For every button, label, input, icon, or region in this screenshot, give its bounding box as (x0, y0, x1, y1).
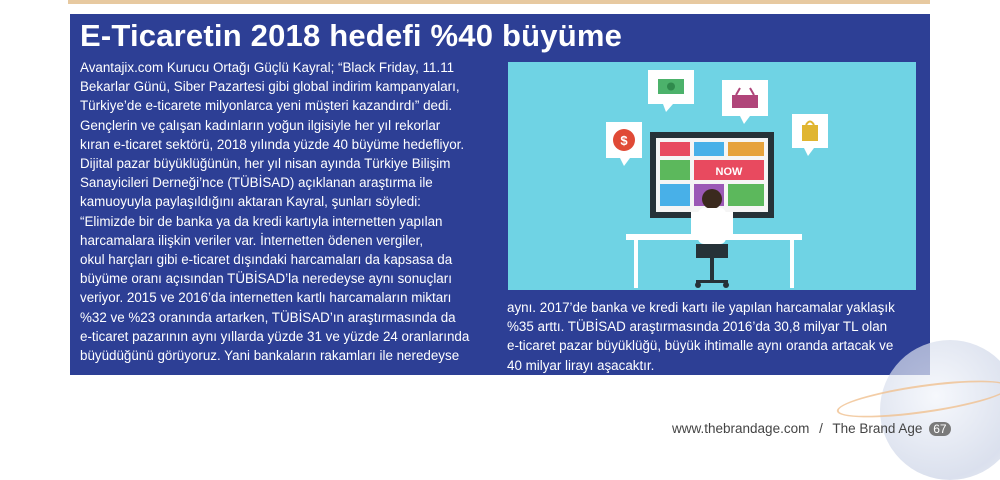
money-bubble-icon (648, 70, 694, 112)
body-line: %32 ve %23 oranında artarken, TÜBİSAD’ın araştırmasında da (80, 309, 456, 325)
body-line: “Elimizde bir de banka ya da kredi kartıyla internetten yapılan (80, 213, 443, 229)
article-body-left (80, 58, 490, 365)
body-line: veriyor. 2015 ve 2016’da internetten kartlı harcamaların miktarı (80, 290, 452, 306)
page-footer (672, 421, 951, 436)
shopping-basket-icon (722, 80, 768, 124)
body-line: kıran e-ticaret sektörü, 2018 yılında yüzde 40 büyüme hedefliyor. (80, 136, 465, 152)
body-line: harcamalara ilişkin veriler var. İnternetten ödenen vergiler, (80, 232, 424, 248)
footer-website[interactable]: www.thebrandage.com (672, 421, 810, 436)
body-line: büyüme oranı açısından TÜBİSAD’la neredeyse aynı sonuçları (80, 271, 452, 287)
footer-magazine-name: The Brand Age (832, 421, 923, 436)
body-line: Bekarlar Günü, Siber Pazartesi gibi global indirim kampanyaları, (80, 79, 460, 95)
body-line: e-ticaret pazar büyüklüğü, büyük ihtimalle aynı oranda artacak ve (507, 338, 894, 354)
page-number: 67 (929, 422, 950, 436)
body-line: Türkiye’de e-ticarete milyonlarca yeni müşteri kazandırdı” dedi. (80, 98, 453, 114)
body-line: okul harçları gibi e-ticaret dışındaki harcamaları da kapsasa da (80, 252, 453, 268)
shopping-bag-icon (792, 114, 828, 156)
article-box (70, 14, 930, 375)
top-divider (68, 0, 930, 4)
body-line: 40 milyar lirayı aşacaktır. (507, 357, 655, 373)
body-line: e-ticaret pazarının aynı yıllarda yüzde 31 ve yüzde 24 oranlarında (80, 328, 470, 344)
article-body-right (507, 298, 925, 375)
ecommerce-illustration-svg (508, 62, 916, 290)
article-title: E-Ticaretin 2018 hedefi %40 büyüme (80, 18, 623, 53)
chair (695, 244, 729, 288)
body-line: Dijital pazar büyüklüğünün, her yıl nisan ayında Türkiye Bilişim (80, 156, 451, 172)
footer-separator: / (819, 421, 823, 436)
body-line: Avantajix.com Kurucu Ortağı Güçlü Kayral; “Black Friday, 11.11 (80, 60, 455, 75)
body-line: kamuoyuyla paylaşıldığını aktaran Kayral, şunları söyledi: (80, 194, 421, 210)
ecommerce-illustration (508, 62, 916, 290)
body-line: Sanayicileri Derneği’nce (TÜBİSAD) açıklanan araştırma ile (80, 175, 433, 191)
body-line: %35 arttı. TÜBİSAD araştırmasında 2016’da 30,8 milyar TL olan (507, 319, 888, 335)
body-line: aynı. 2017’de banka ve kredi kartı ile yapılan harcamalar yaklaşık (507, 300, 895, 315)
svg-text:$: $ (620, 133, 628, 148)
dollar-bubble-icon (606, 122, 642, 166)
screen-now-label: NOW (715, 166, 743, 178)
body-line: büyüdüğünü görüyoruz. Yani bankaların rakamları ile neredeyse (80, 348, 460, 364)
body-line: Gençlerin ve çalışan kadınların yoğun ilgisiyle her yıl rekorlar (80, 117, 441, 133)
